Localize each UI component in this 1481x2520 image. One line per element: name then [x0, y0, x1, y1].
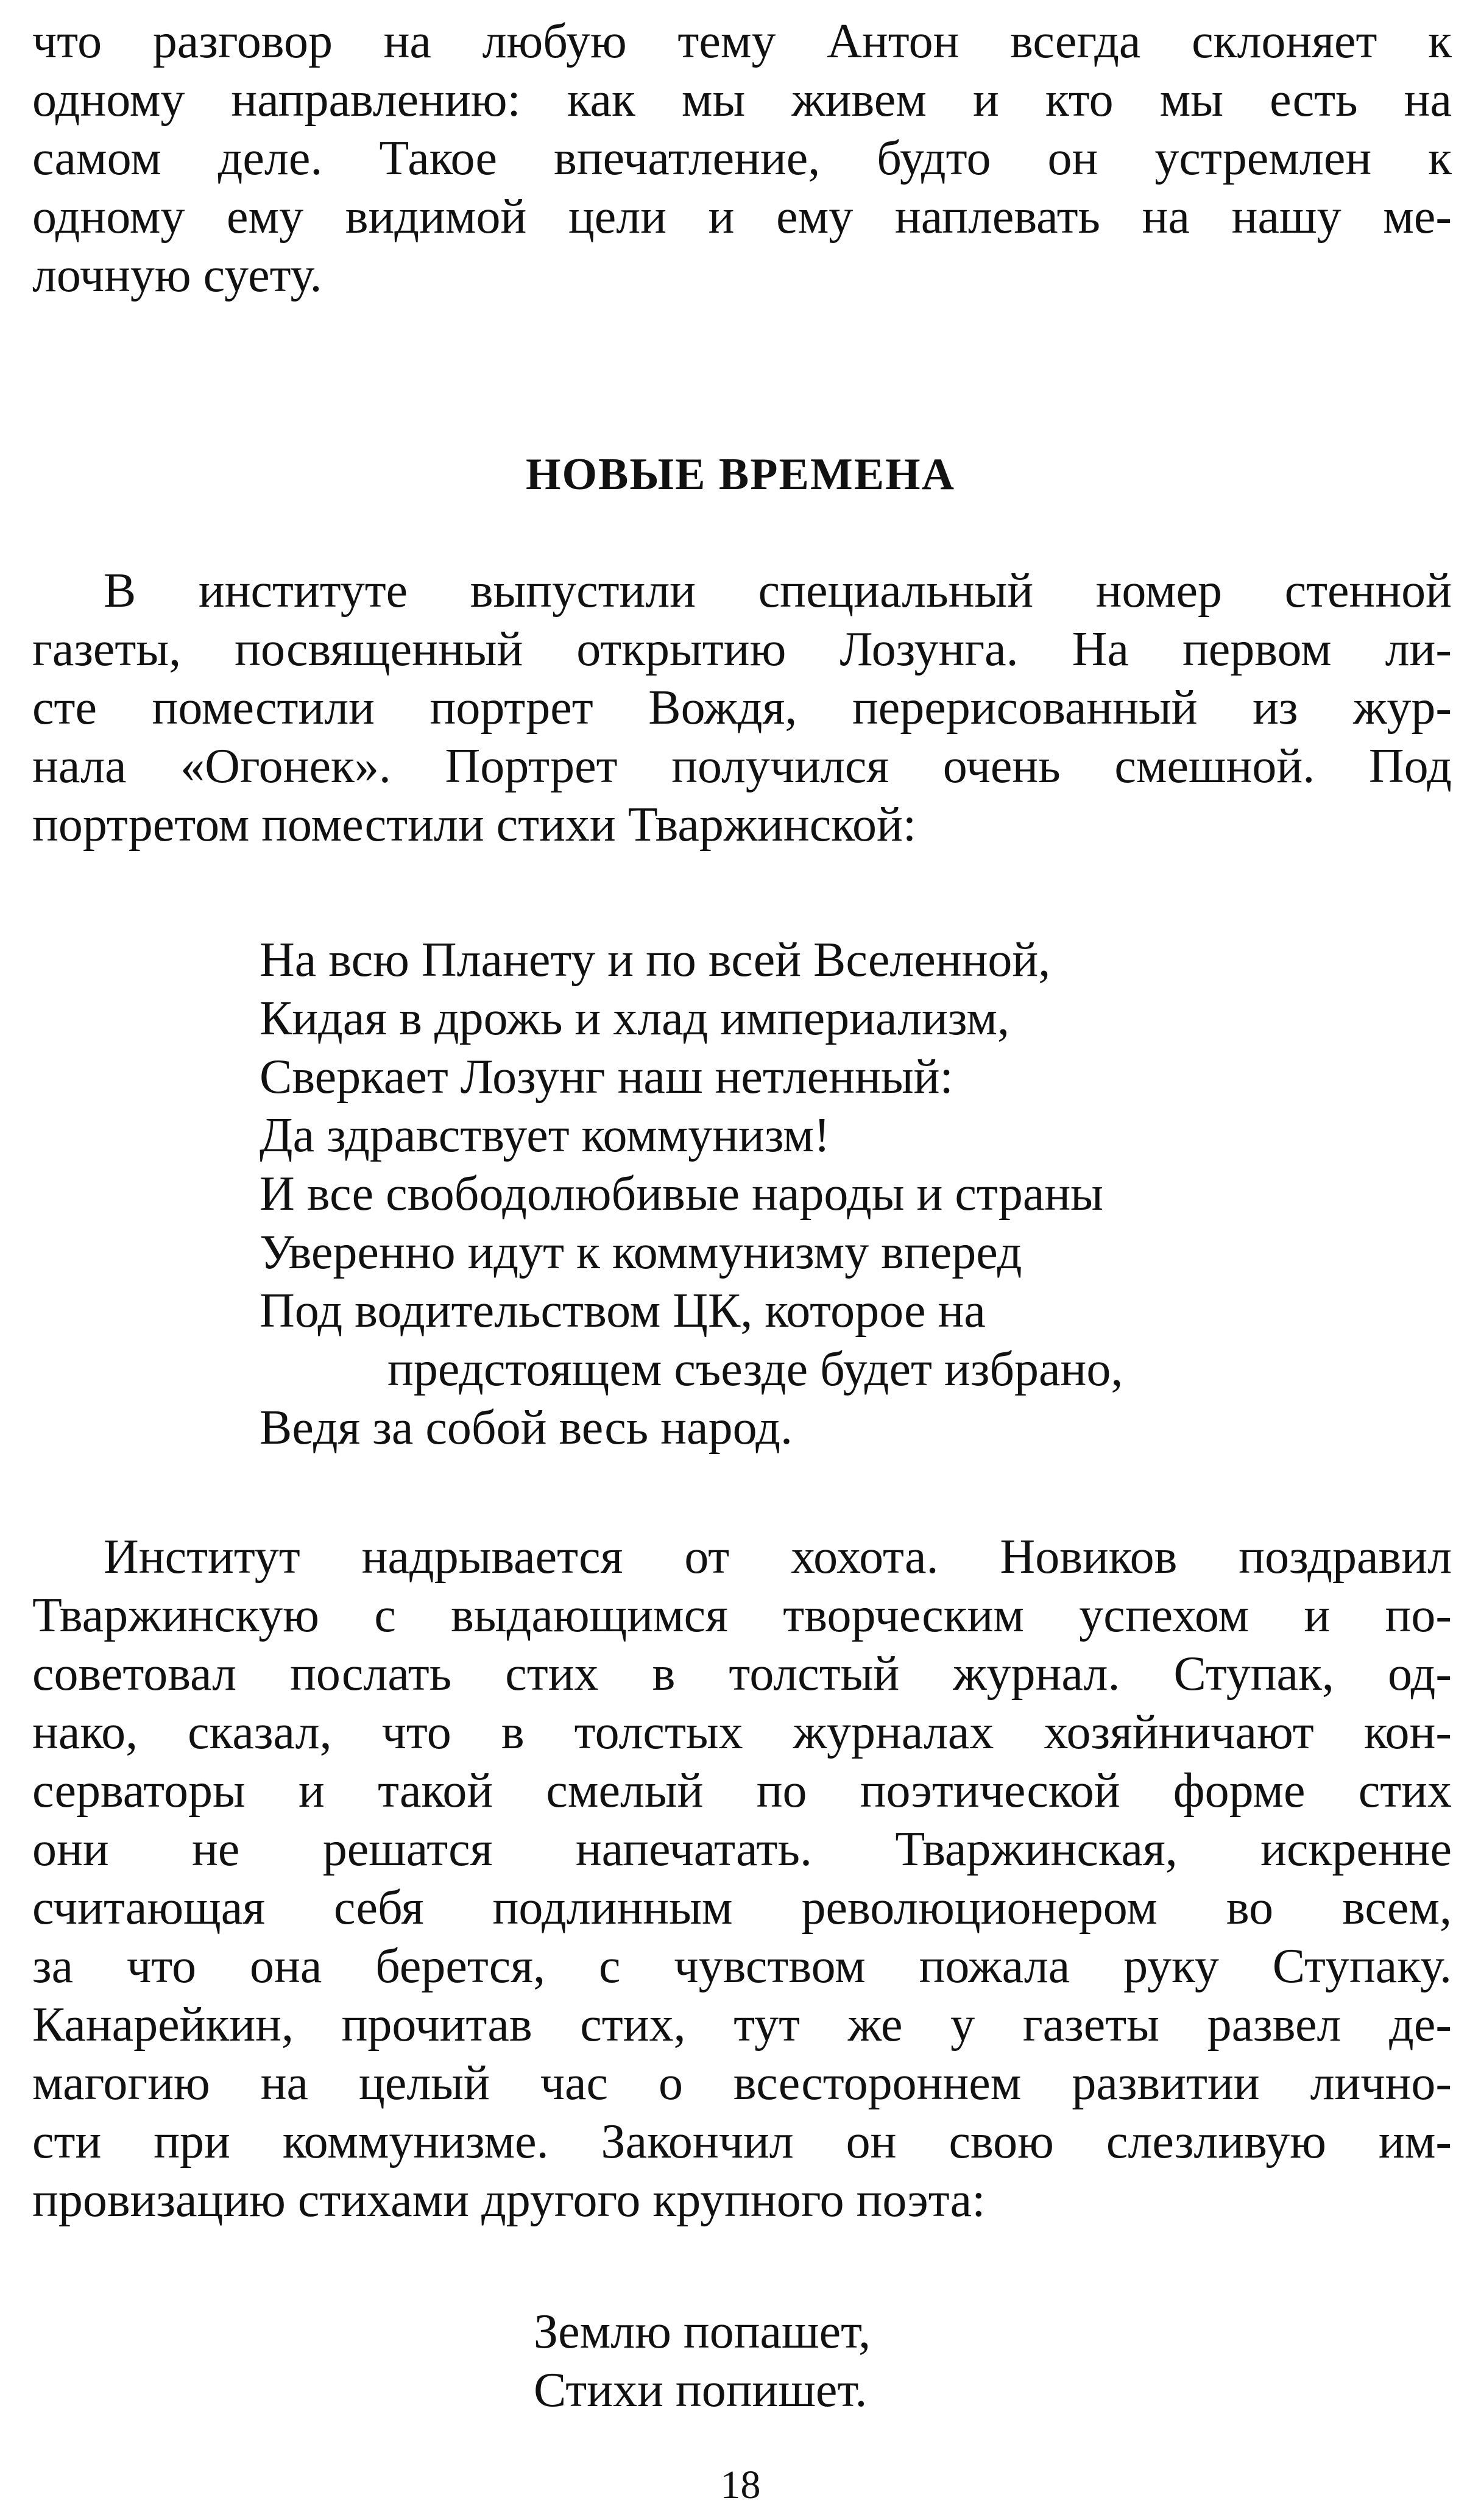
text-line: серваторы и такой смелый по поэтической форме стих: [32, 1764, 1452, 1818]
text-line: газеты, посвященный открытию Лозунга. На первом ли-: [32, 623, 1452, 676]
poem-line: Кидая в дрожь и хлад империализм,: [260, 992, 1009, 1045]
text-line: считающая себя подлинным революционером во всем,: [32, 1881, 1452, 1935]
text-line: советовал послать стих в толстый журнал. Ступак, од-: [32, 1647, 1452, 1701]
poem-line: Сверкает Лозунг наш нетленный:: [260, 1050, 953, 1104]
text-line: Институт надрывается от хохота. Новиков поздравил: [104, 1530, 1452, 1584]
text-line: Канарейкин, прочитав стих, тут же у газеты развел де-: [32, 1998, 1452, 2052]
text-line: Тваржинскую с выдающимся творческим успехом и по-: [32, 1589, 1452, 1642]
text-line: лочную суету.: [32, 249, 322, 302]
text-line: одному направлению: как мы живем и кто мы есть на: [32, 73, 1452, 127]
text-line: сти при коммунизме. Закончил он свою слезливую им-: [32, 2115, 1452, 2169]
text-line: самом деле. Такое впечатление, будто он устремлен к: [32, 132, 1452, 185]
page-number: 18: [720, 2463, 761, 2507]
poem-line: предстоящем съезде будет избрано,: [387, 1343, 1123, 1396]
text-line: провизацию стихами другого крупного поэта:: [32, 2173, 986, 2227]
text-line: В институте выпустили специальный номер стенной: [104, 564, 1452, 618]
text-line: за что она берется, с чувством пожала руку Ступаку.: [32, 1939, 1452, 1993]
poem-line: На всю Планету и по всей Вселенной,: [260, 933, 1051, 987]
text-line: одному ему видимой цели и ему наплевать на нашу ме-: [32, 190, 1452, 244]
poem-line: Под водительством ЦК, которое на: [260, 1284, 986, 1338]
text-line: нако, сказал, что в толстых журналах хозяйничают кон-: [32, 1706, 1452, 1759]
poem-line: Землю попашет,: [534, 2305, 871, 2359]
poem-line: И все свободолюбивые народы и страны: [260, 1167, 1103, 1221]
text-line: сте поместили портрет Вождя, перерисованный из жур-: [32, 681, 1452, 735]
text-line: что разговор на любую тему Антон всегда склоняет к: [32, 15, 1452, 68]
poem-line: Уверенно идут к коммунизму вперед: [260, 1226, 1022, 1279]
poem-line: Стихи попишет.: [534, 2363, 868, 2417]
text-line: магогию на целый час о всестороннем развитии лично-: [32, 2056, 1452, 2110]
section-heading: НОВЫЕ ВРЕМЕНА: [525, 450, 956, 499]
text-line: портретом поместили стихи Тваржинской:: [32, 798, 917, 852]
poem-line: Да здравствует коммунизм!: [260, 1109, 830, 1162]
poem-line: Ведя за собой весь народ.: [260, 1401, 793, 1455]
text-line: они не решатся напечатать. Тваржинская, искренне: [32, 1823, 1452, 1876]
text-line: нала «Огонек». Портрет получился очень смешной. Под: [32, 739, 1452, 793]
